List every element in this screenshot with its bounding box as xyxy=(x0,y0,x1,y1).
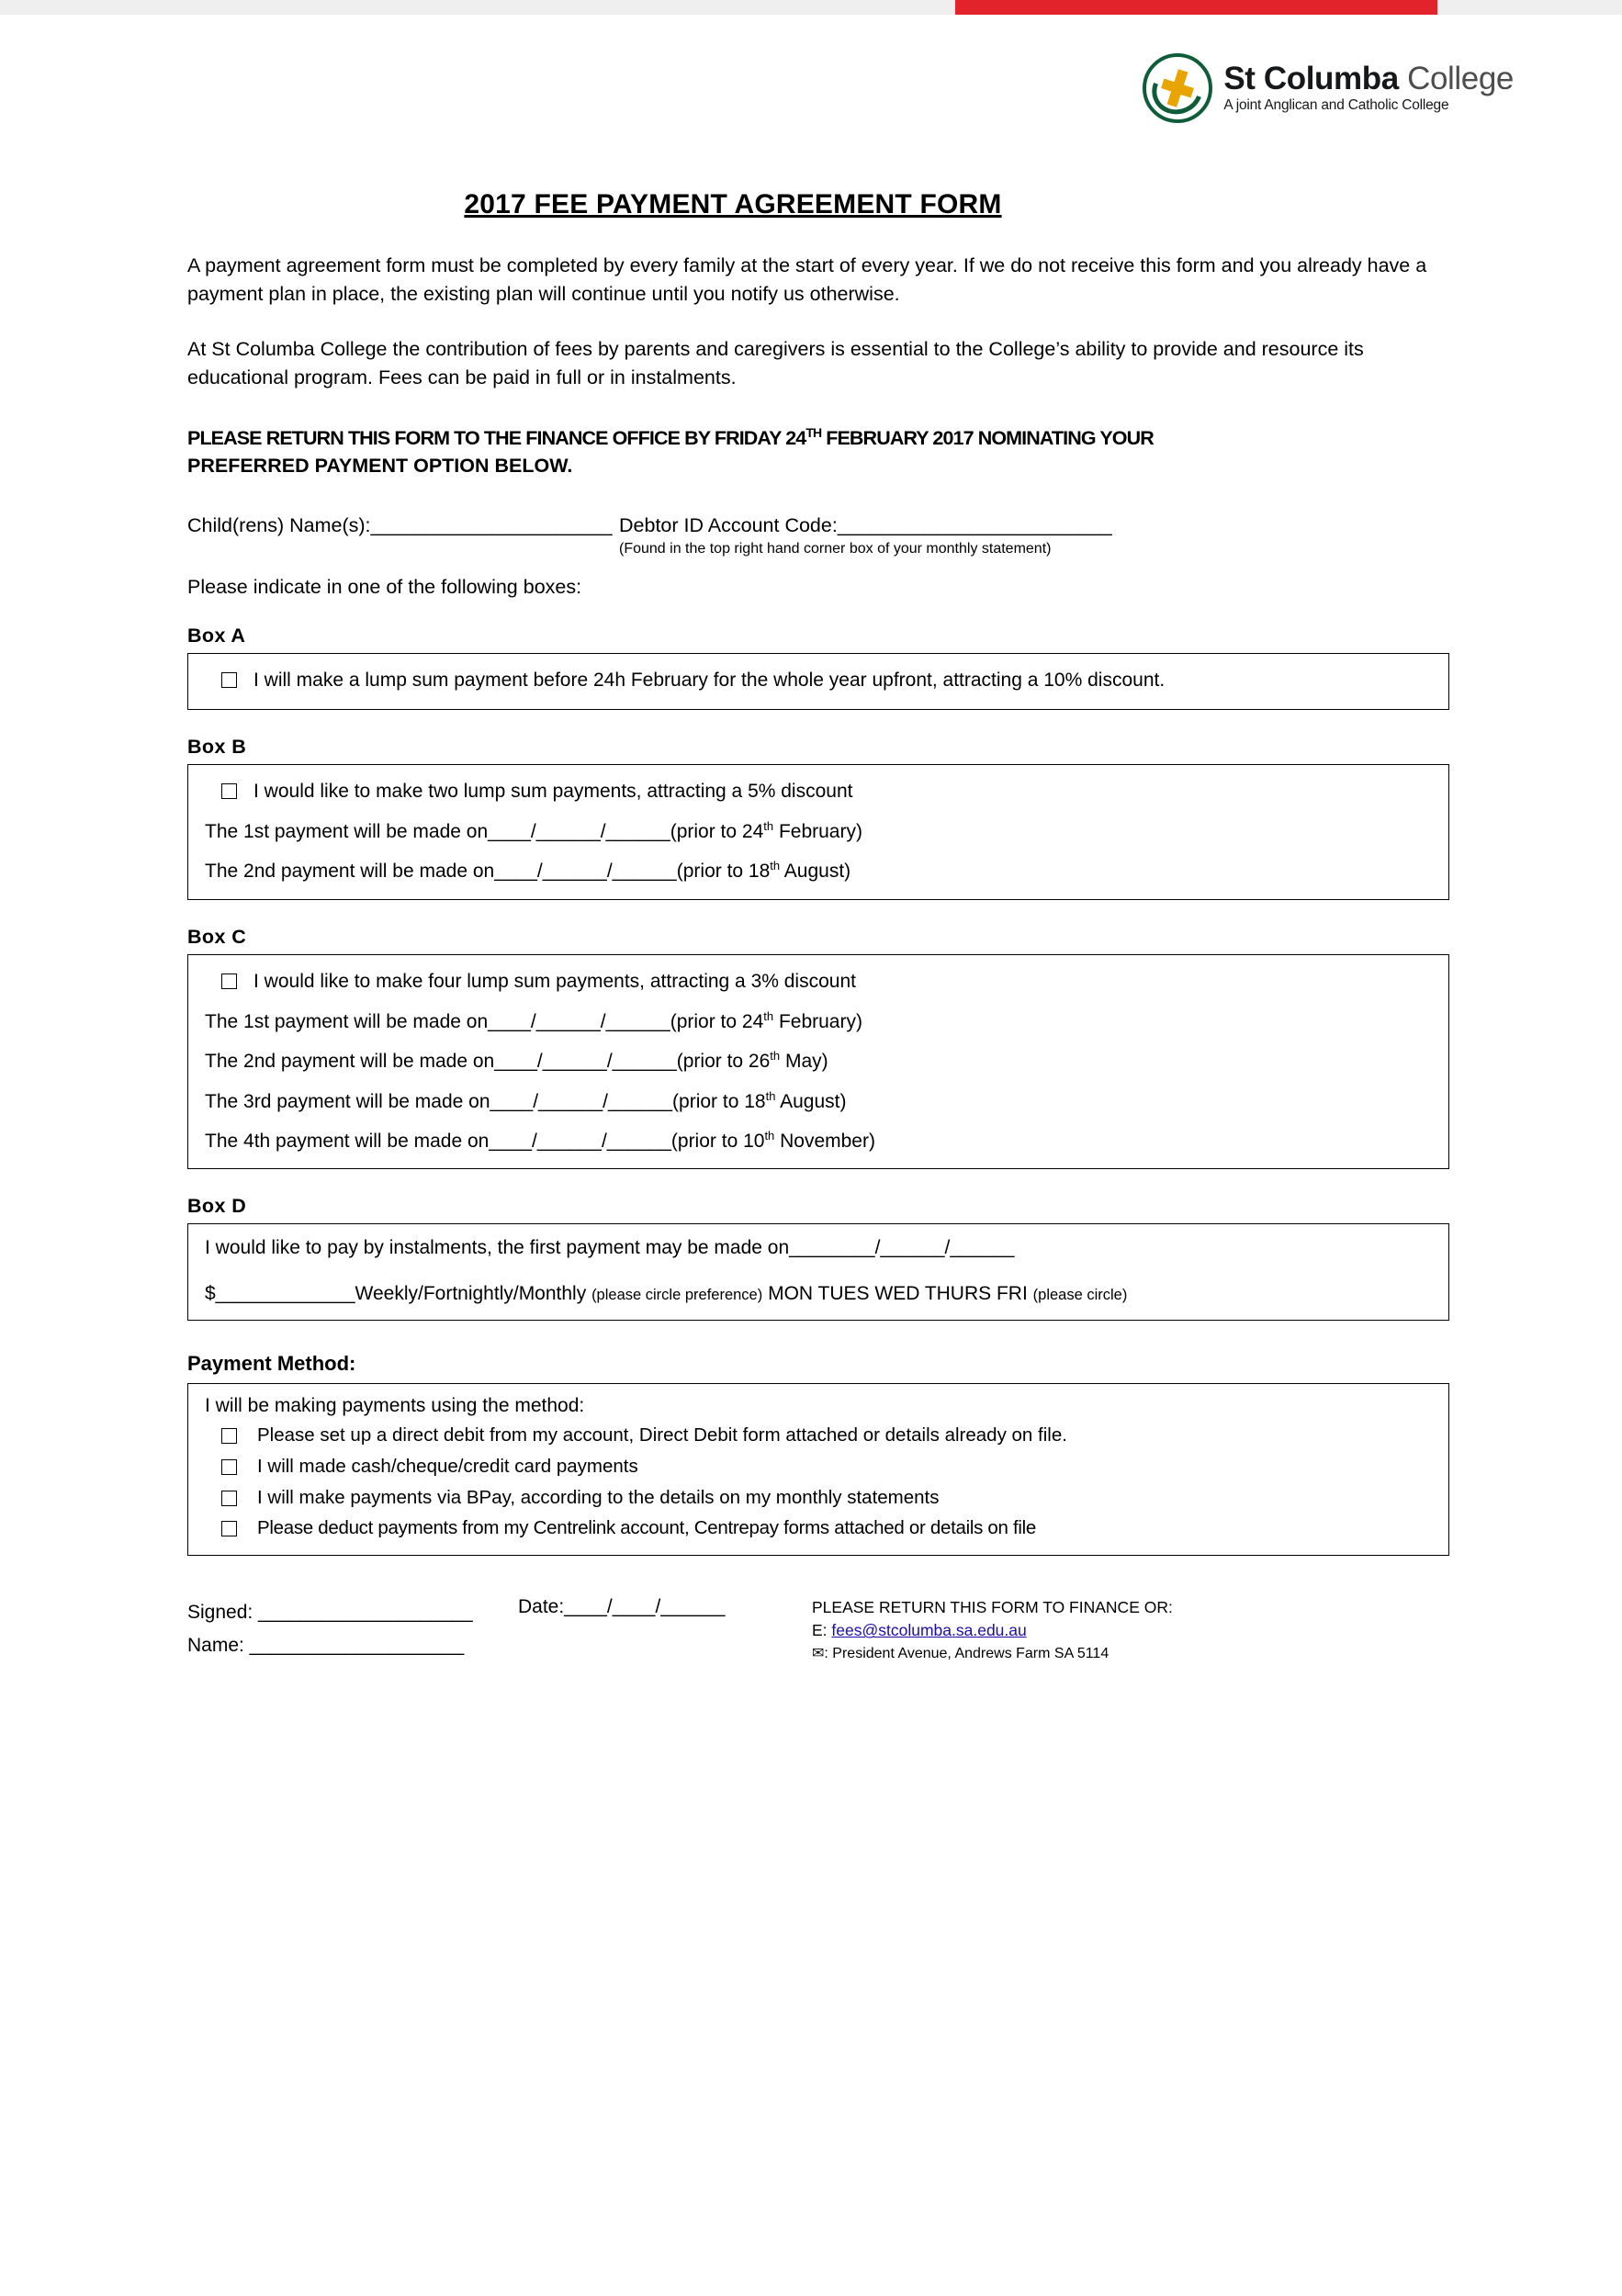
address-line xyxy=(812,1643,1449,1664)
return-instruction: PLEASE RETURN THIS FORM TO FINANCE OR: xyxy=(812,1598,1173,1617)
children-name-field[interactable] xyxy=(187,514,619,537)
indicate-instruction: Please indicate in one of the following boxes: xyxy=(187,576,582,599)
box-c-payment-3[interactable] xyxy=(205,1089,1432,1114)
box-c-payment-2-suffix-b: May) xyxy=(780,1051,828,1073)
box-c-label: Box C xyxy=(187,925,247,948)
payment-method-box[interactable] xyxy=(187,1383,1449,1556)
box-c-text: I would like to make four lump sum payments, attracting a 3% discount xyxy=(253,970,856,992)
return-notice-line1a: PLEASE RETURN THIS FORM TO THE FINANCE OFFICE BY FRIDAY 24 xyxy=(187,427,806,450)
box-b-payment-1-suffix-b: February) xyxy=(773,821,862,843)
logo-name-bold: St Columba xyxy=(1223,60,1399,96)
checkbox-box-a[interactable] xyxy=(221,672,237,688)
box-b-payment-1-suffix-a: (prior to 24 xyxy=(670,821,764,843)
top-accent-bar xyxy=(0,0,1622,15)
debtor-id-label: Debtor ID Account Code: xyxy=(619,514,838,537)
box-d-days-note: (please circle) xyxy=(1032,1287,1128,1304)
payment-method-title: Payment Method: xyxy=(187,1352,356,1376)
box-b-payment-2-suffix-b: August) xyxy=(780,861,851,883)
debtor-id-field[interactable] xyxy=(619,514,1449,537)
checkbox-box-b[interactable] xyxy=(221,783,237,799)
name-field[interactable]: Name: ____________________ xyxy=(187,1634,465,1656)
top-accent-bar-red xyxy=(955,0,1437,15)
college-logo xyxy=(1143,53,1514,123)
box-c-payment-2-ord: th xyxy=(770,1049,781,1064)
date-block[interactable] xyxy=(518,1596,812,1664)
box-d-first-payment-line[interactable] xyxy=(205,1237,1432,1259)
payment-method-option-3-label: I will make payments via BPay, according to the details on my monthly statements xyxy=(257,1486,940,1508)
page-title: 2017 FEE PAYMENT AGREEMENT FORM xyxy=(464,189,1002,219)
intro-paragraph-2: At St Columba College the contribution of fees by parents and caregivers is essential to the College’s ability to provide and resource its educational program. Fees can be paid in full or in instalments. xyxy=(187,338,1364,388)
payment-method-intro: I will be making payments using the method: xyxy=(205,1395,585,1417)
box-c-payment-4-suffix-a: (prior to 10 xyxy=(670,1131,765,1153)
box-a[interactable] xyxy=(187,653,1449,709)
checkbox-direct-debit[interactable] xyxy=(221,1428,237,1444)
box-c-payment-3-suffix-b: August) xyxy=(775,1090,847,1112)
box-c-payment-2[interactable] xyxy=(205,1049,1432,1074)
box-d[interactable] xyxy=(187,1223,1449,1321)
box-b[interactable] xyxy=(187,764,1449,900)
logo-wordmark xyxy=(1223,62,1514,96)
logo-name-light: College xyxy=(1398,60,1514,96)
checkbox-cash-cheque-card[interactable] xyxy=(221,1459,237,1475)
box-c-payment-4-blank: ____/______/______ xyxy=(489,1131,671,1153)
envelope-icon: ✉ xyxy=(812,1645,825,1661)
box-a-text: I will make a lump sum payment before 24h February for the whole year upfront, attracting a 10% discount. xyxy=(253,670,1166,692)
box-c-payment-2-suffix-a: (prior to 26 xyxy=(676,1051,771,1073)
box-b-label: Box B xyxy=(187,735,247,758)
return-notice-line2: PREFERRED PAYMENT OPTION BELOW. xyxy=(187,455,573,478)
box-b-text: I would like to make two lump sum payments, attracting a 5% discount xyxy=(253,780,853,802)
box-c-payment-3-blank: ____/______/______ xyxy=(490,1090,673,1112)
logo-tagline: A joint Anglican and Catholic College xyxy=(1223,97,1449,114)
payment-method-option-centrelink[interactable] xyxy=(205,1515,1432,1542)
box-b-payment-2-blank: ____/______/______ xyxy=(494,861,677,883)
box-c[interactable] xyxy=(187,954,1449,1170)
box-c-payment-1[interactable] xyxy=(205,1009,1432,1034)
box-b-payment-1[interactable] xyxy=(205,819,1432,844)
college-crest-icon xyxy=(1143,53,1212,123)
payment-method-option-2-label: I will made cash/cheque/credit card payments xyxy=(257,1456,638,1478)
payment-method-option-1-label: Please set up a direct debit from my account, Direct Debit form attached or details already on file. xyxy=(257,1424,1067,1446)
box-b-payment-1-ord: th xyxy=(763,819,774,834)
address-text: : President Avenue, Andrews Farm SA 5114 xyxy=(824,1645,1109,1661)
box-d-first-payment-text: I would like to pay by instalments, the first payment may be made on xyxy=(205,1237,790,1259)
box-b-payment-2-suffix-a: (prior to 18 xyxy=(676,861,771,883)
intro-paragraph-1: A payment agreement form must be completed by every family at the start of every year. If we do not receive this form and you already have a payment plan in place, the existing plan will continue until you notify us otherwise. xyxy=(187,254,1427,305)
box-c-payment-1-blank: ____/______/______ xyxy=(488,1011,670,1033)
checkbox-box-c[interactable] xyxy=(221,974,237,989)
return-notice xyxy=(187,424,1449,479)
box-c-payment-1-suffix-a: (prior to 24 xyxy=(670,1011,764,1033)
box-c-payment-4-prefix: The 4th payment will be made on xyxy=(205,1131,490,1153)
signature-block[interactable] xyxy=(187,1596,518,1664)
box-c-payment-1-ord: th xyxy=(763,1009,774,1024)
date-label: Date: xyxy=(518,1596,565,1618)
box-c-payment-4-ord: th xyxy=(764,1129,775,1143)
box-c-payment-2-blank: ____/______/______ xyxy=(494,1051,677,1073)
payment-method-option-bpay[interactable] xyxy=(205,1485,1432,1512)
box-c-payment-3-ord: th xyxy=(765,1088,776,1103)
signature-footer xyxy=(187,1596,1449,1664)
date-blank: ____/____/______ xyxy=(564,1596,726,1618)
box-a-label: Box A xyxy=(187,625,246,647)
debtor-id-hint: (Found in the top right hand corner box of your monthly statement) xyxy=(619,541,1052,557)
return-notice-line1b: FEBRUARY 2017 NOMINATING YOUR xyxy=(821,427,1154,450)
children-name-label: Child(rens) Name(s): xyxy=(187,514,371,537)
email-link[interactable]: fees@stcolumba.sa.edu.au xyxy=(831,1621,1027,1640)
email-line xyxy=(812,1619,1449,1642)
children-name-blank: ______________________ xyxy=(370,514,613,537)
box-d-amount-line[interactable] xyxy=(205,1283,1432,1305)
checkbox-bpay[interactable] xyxy=(221,1491,237,1506)
email-prefix: E: xyxy=(812,1621,832,1640)
box-d-amount-blank: $_____________ xyxy=(205,1283,355,1305)
debtor-id-blank: _________________________ xyxy=(837,514,1112,537)
signed-field[interactable]: Signed: ____________________ xyxy=(187,1602,473,1624)
box-c-payment-4-suffix-b: November) xyxy=(774,1131,875,1153)
box-c-payment-2-prefix: The 2nd payment will be made on xyxy=(205,1051,495,1073)
box-b-payment-1-blank: ____/______/______ xyxy=(488,821,670,843)
return-notice-sup: TH xyxy=(805,425,822,441)
return-details xyxy=(812,1596,1449,1664)
document-page xyxy=(0,15,1622,1664)
identity-fields xyxy=(187,514,1449,537)
box-c-payment-3-suffix-a: (prior to 18 xyxy=(672,1090,766,1112)
box-c-payment-1-suffix-b: February) xyxy=(773,1011,862,1033)
payment-method-option-direct-debit[interactable] xyxy=(205,1423,1432,1449)
box-b-payment-2-ord: th xyxy=(770,859,781,873)
box-b-payment-1-prefix: The 1st payment will be made on xyxy=(205,821,489,843)
box-c-payment-1-prefix: The 1st payment will be made on xyxy=(205,1011,489,1033)
box-d-frequency-note: (please circle preference) xyxy=(591,1287,763,1304)
box-d-days[interactable]: MON TUES WED THURS FRI xyxy=(768,1283,1028,1305)
checkbox-centrelink[interactable] xyxy=(221,1521,237,1536)
box-d-frequency[interactable]: Weekly/Fortnightly/Monthly xyxy=(355,1283,587,1305)
payment-method-option-4-label: Please deduct payments from my Centrelink account, Centrepay forms attached or details on file xyxy=(257,1517,1037,1539)
payment-method-option-cash-cheque-card[interactable] xyxy=(205,1454,1432,1480)
box-c-payment-3-prefix: The 3rd payment will be made on xyxy=(205,1090,490,1112)
box-d-first-payment-blank: ________/______/______ xyxy=(789,1237,1015,1259)
box-d-label: Box D xyxy=(187,1195,247,1218)
box-b-payment-2[interactable] xyxy=(205,859,1432,884)
box-c-payment-4[interactable] xyxy=(205,1129,1432,1154)
box-b-payment-2-prefix: The 2nd payment will be made on xyxy=(205,861,495,883)
